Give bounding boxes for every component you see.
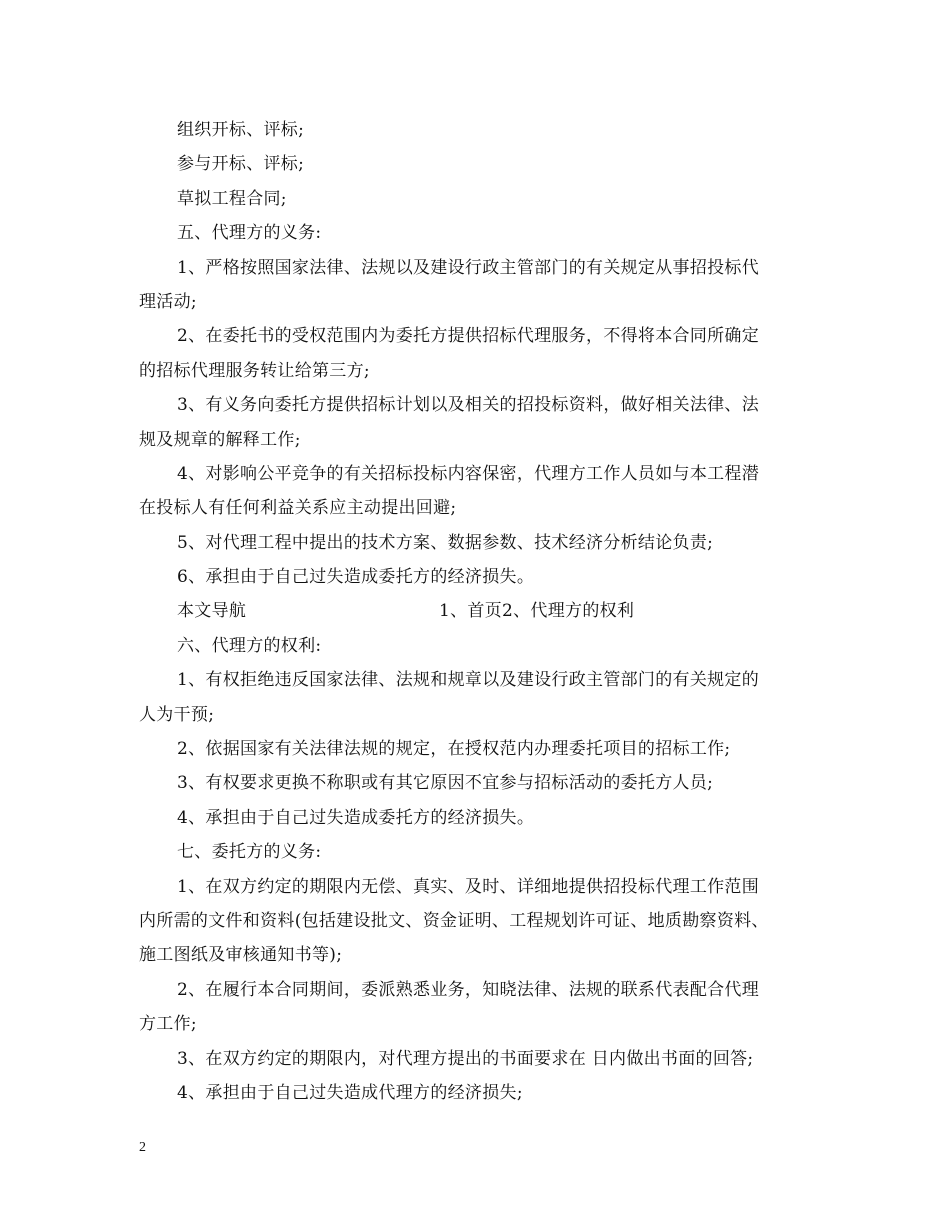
text-line: 内所需的文件和资料(包括建设批文、资金证明、工程规划许可证、地质勘察资料、 <box>139 910 769 931</box>
text-line: 1、有权拒绝违反国家法律、法规和规章以及建设行政主管部门的有关规定的 <box>177 670 760 691</box>
section-heading: 六、代理方的权利: <box>177 635 322 656</box>
text-line: 4、对影响公平竞争的有关招标投标内容保密，代理方工作人员如与本工程潜 <box>177 463 760 484</box>
text-line: 6、承担由于自己过失造成委托方的经济损失。 <box>177 567 535 588</box>
text-line: 人为干预; <box>139 704 215 725</box>
text-line: 3、在双方约定的期限内，对代理方提出的书面要求在 日内做出书面的回答; <box>177 1048 754 1069</box>
text-line: 4、承担由于自己过失造成代理方的经济损失; <box>177 1082 523 1103</box>
text-line: 4、承担由于自己过失造成委托方的经济损失。 <box>177 807 535 828</box>
text-line: 参与开标、评标; <box>177 154 305 175</box>
text-line: 规及规章的解释工作; <box>139 429 301 450</box>
article-navigation <box>139 594 829 628</box>
text-line: 草拟工程合同; <box>177 188 287 209</box>
text-line: 2、依据国家有关法律法规的规定，在授权范内办理委托项目的招标工作; <box>177 739 731 760</box>
text-line: 1、在双方约定的期限内无偿、真实、及时、详细地提供招投标代理工作范围 <box>177 876 760 897</box>
text-line: 2、在委托书的受权范围内为委托方提供招标代理服务，不得将本合同所确定 <box>177 326 760 347</box>
text-line: 的招标代理服务转让给第三方; <box>139 360 370 381</box>
text-line: 组织开标、评标; <box>177 120 305 140</box>
text-line: 理活动; <box>139 291 197 312</box>
text-line: 在投标人有任何利益关系应主动提出回避; <box>139 498 457 519</box>
text-line: 5、对代理工程中提出的技术方案、数据参数、技术经济分析结论负责; <box>177 532 714 553</box>
document-body <box>139 113 829 1110</box>
section-heading: 七、委托方的义务: <box>177 842 322 863</box>
text-line: 方工作; <box>139 1014 197 1035</box>
nav-links[interactable]: 1、首页2、代理方的权利 <box>439 601 635 622</box>
text-line: 2、在履行本合同期间，委派熟悉业务，知晓法律、法规的联系代表配合代理 <box>177 979 760 1000</box>
page-number: 2 <box>139 1140 146 1155</box>
text-line: 3、有权要求更换不称职或有其它原因不宜参与招标活动的委托方人员; <box>177 773 714 794</box>
text-line: 施工图纸及审核通知书等); <box>139 945 343 966</box>
text-line: 1、严格按照国家法律、法规以及建设行政主管部门的有关规定从事招投标代 <box>177 257 760 278</box>
section-heading: 五、代理方的义务: <box>177 223 322 244</box>
text-line: 3、有义务向委托方提供招标计划以及相关的招投标资料，做好相关法律、法 <box>177 395 760 416</box>
nav-label: 本文导航 <box>177 601 247 622</box>
